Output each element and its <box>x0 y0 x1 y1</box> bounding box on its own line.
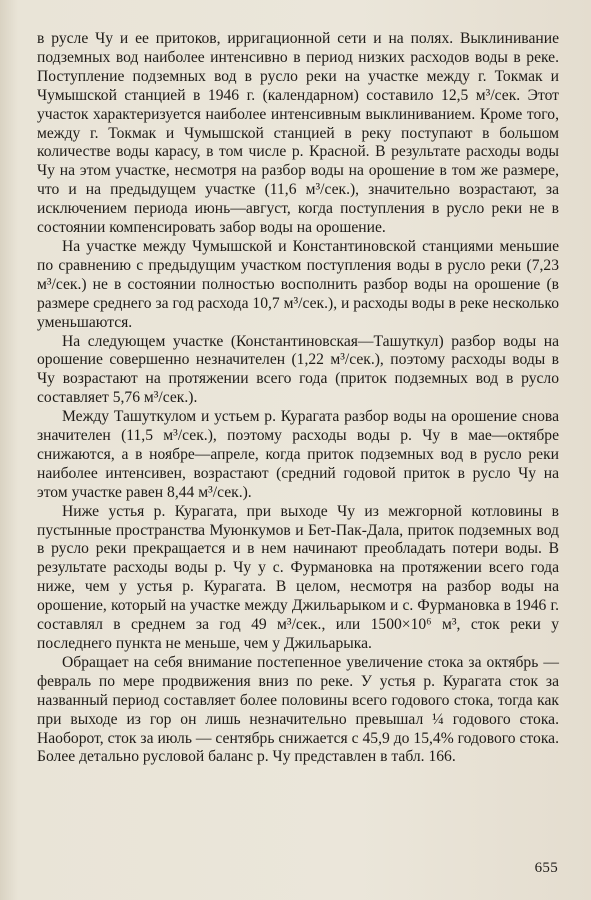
paragraph-6: Обращает на себя внимание постепенное увеличение стока за октябрь — февраль по мере продвижения вниз по реке. У устья р. Курагата сток за названный период составляет более половины всего годового стока, тогда как при выходе из гор он лишь незначительно превышал ¼ годового стока. Наоборот, сток за июль — сентябрь снижается с 45,9 до 15,4% годового стока. Более детально русловой баланс р. Чу представлен в табл. 166. <box>37 653 559 766</box>
paragraph-2: На участке между Чумышской и Константиновской станциями меньшие по сравнению с предыдущим участком поступления воды в русло реки (7,23 м³/сек.) не в состоянии полностью восполнить разбор воды на орошение (в размере среднего за год расхода 10,7 м³/сек.), и расходы воды в реке несколько уменьшаются. <box>37 237 559 331</box>
paragraph-3: На следующем участке (Константиновская—Ташуткул) разбор воды на орошение совершенно незначителен (1,22 м³/сек.), поэтому расходы воды в Чу возрастают на протяжении всего года (приток подземных вод в русло составляет 5,76 м³/сек.). <box>37 332 559 407</box>
paragraph-4: Между Ташуткулом и устьем р. Курагата разбор воды на орошение снова значителен (11,5 м³/сек.), поэтому расходы воды р. Чу в мае—октябре снижаются, а в ноябре—апреле, когда приток подземных вод в русло реки наиболее интенсивен, возрастают (средний годовой приток в русло Чу на этом участке равен 8,44 м³/сек.). <box>37 408 559 501</box>
paragraph-5: Ниже устья р. Курагата, при выходе Чу из межгорной котловины в пустынные пространства Муюнкумов и Бет-Пак-Дала, приток подземных вод в русло реки прекращается и в нем начинают преобладать потери воды. В результате расходы воды р. Чу у с. Фурмановка на протяжении всего года ниже, чем у устья р. Курагата. В целом, несмотря на разбор воды на орошение, который на участке между Джильарыком и с. Фурмановка в 1946 г. составлял в среднем за год 49 м³/сек., или 1500×10⁶ м³, сток реки у последнего пункта не меньше, чем у Джильарыка. <box>37 502 559 652</box>
paragraph-1: в русле Чу и ее притоков, ирригационной сети и на полях. Выклинивание подземных вод наиболее интенсивно в период низких расходов воды в реке. Поступление подземных вод в русло реки на участке между г. Токмак и Чумышской станцией в 1946 г. (календарном) составило 12,5 м³/сек. Этот участок характеризуется наиболее интенсивным выклиниванием. Кроме того, между г. Токмак и Чумышской станцией в реку поступают в большом количестве воды карасу, в том числе р. Красной. В результате расходы воды Чу на этом участке, несмотря на разбор воды на орошение в том же размере, что и на предыдущем участке (11,6 м³/сек.), значительно возрастают, за исключением периода июнь—август, когда поступления в русло реки не в состоянии компенсировать забор воды на орошение. <box>37 30 559 237</box>
page-number: 655 <box>534 860 558 876</box>
body-text <box>37 30 559 767</box>
